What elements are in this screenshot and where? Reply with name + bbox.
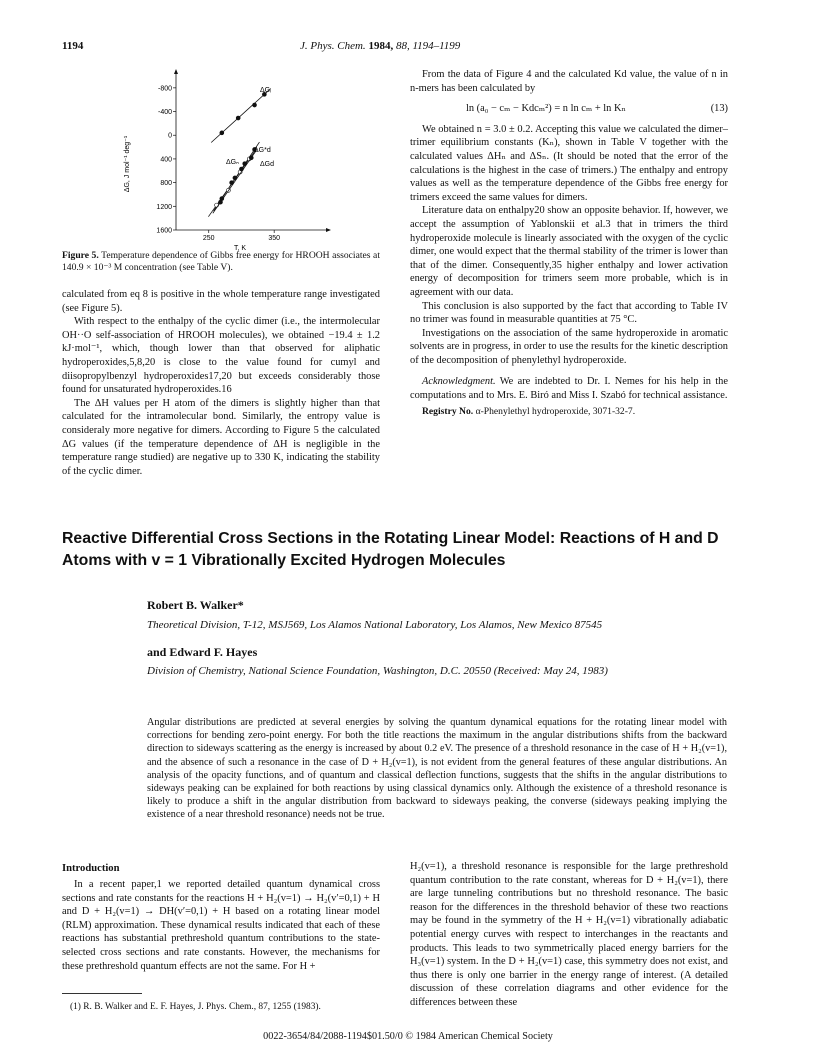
registry-label: Registry No. [422,405,474,417]
paragraph: calculated from eq 8 is positive in the whole temperature range investigated (see Figure 5). [62,289,380,314]
journal-name: J. Phys. Chem. [300,40,366,52]
chart-ylabel: ΔG, J mol⁻¹ deg⁻¹ [124,135,131,193]
author-1: Robert B. Walker* [147,598,244,612]
label-gn: ΔGₙ [226,159,239,166]
paragraph: The ΔH values per H atom of the dimers is slightly higher than that calculated for the intramolecular bond. Similarly, the entropy value is consideraly more negative for dimers. According to Figure 5 the calculated ΔG values (if the temperature dependence of ΔH is negligible in the temperature range studied) are negative up to 330 K, indicating the stability of the cyclic dimer. [62,397,380,477]
journal-header [300,40,460,52]
label-gd-star: ΔG*d [254,147,271,154]
chart-y-ticks [156,85,176,234]
intro-right-column [410,860,728,1010]
y-tick-label: 1200 [156,203,172,211]
page-number: 1194 [62,40,84,52]
paragraph: H₂(v=1), a threshold resonance is responsible for the large prethreshold quantum contribution to the rate constant, whereas for D + H₂(v=1), there are large tunneling contributions but no threshold resonance. The basic reason for the differences in the threshold behavior of these two reactions may be found in the symmetry of the H + H₂(v=1) vibrationally adiabatic potential energy curves with respect to interchanges in the reactants and products. This leads to two symmetrically placed energy barriers for the H₃(v=1) system. In the D + H₂(v=1) case, this symmetry does not exist, and thus there is only one barrier in the energy range of interest. (A detailed discussion of these correlation diagrams and other evidence for the differences between these [410,861,728,1008]
intro-left-column [62,878,380,973]
paragraph: From the data of Figure 4 and the calculated Kd value, the value of n in n-mers has been calculated by [410,69,728,94]
ack-text: We are indebted to Dr. I. Nemes for his help in the computations and to Mrs. E. Biró and Miss I. Szabó for technical assistance. [410,376,728,402]
chart-axes [174,69,331,232]
affiliation-2: Division of Chemistry, National Science Foundation, Washington, D.C. 20550 (Received: May 24, 1983) [147,665,608,677]
y-tick-label: 400 [160,156,172,164]
footnote: (1) R. B. Walker and E. F. Hayes, J. Phys. Chem., 87, 1255 (1983). [70,1002,321,1012]
paragraph: In a recent paper,1 we reported detailed quantum dynamical cross sections and rate constants for the reactions H + H₂(v=1) → H₂(v′=0,1) + H and D + H₂(v=1) → DH(v′=0,1) + H based on a rotating linear model (RLM) approximation. These dynamical results indicated that each of these reactions has substantial prethreshold quantum contributions to the state-selected cross sections and rate constants. However, the mechanisms for these prethreshold quantum effects are not the same. For H + [62,879,380,972]
paragraph: With respect to the enthalpy of the cyclic dimer (i.e., the intermolecular OH··O self-association of HROOH molecules), we obtained −19.4 ± 1.2 kJ·mol⁻¹, which, though lower than that observed for aliphatic hydroperoxides,5,8,20 is close to the value found for cumyl and diisopropylbenzyl hydroperoxides17,20 but exceeds considerably those found for unsaturated hydroperoxides.16 [62,316,380,396]
left-column-text [62,288,380,478]
section-heading-introduction: Introduction [62,863,120,874]
article-title: Reactive Differential Cross Sections in the Rotating Linear Model: Reactions of H and D Atoms with v = 1 Vibrationally Excited Hydrogen Molecules [62,530,719,569]
paragraph: This conclusion is also supported by the fact that according to Table IV no trimer was found in measurable quantities at 75 °C. [410,300,728,326]
x-tick-label: 250 [202,235,215,242]
figure-5 [120,64,340,264]
y-tick-label: 800 [160,180,172,188]
data-point [236,116,240,120]
registry [410,405,728,419]
figure-caption [62,250,380,274]
data-point [253,103,257,107]
acknowledgment [410,375,728,402]
figure-5-chart [120,64,340,254]
data-point [219,200,223,204]
data-point [249,156,253,160]
chart-xlabel: T, K [233,245,247,252]
data-point [230,181,234,185]
x-axis-arrow [326,228,331,232]
label-gd: ΔGd [260,161,275,168]
caption-text: Temperature dependence of Gibbs free energy for HROOH associates at 140.9 × 10⁻³ M concentration (see Table V). [62,250,380,273]
ack-label: Acknowledgment. [422,376,496,388]
y-tick-label: 1600 [156,227,172,235]
y-tick-label: -400 [157,109,172,117]
equation-number: (13) [710,103,728,115]
paragraph: Investigations on the association of the same hydroperoxide in aromatic solvents are in progress, in order to use the results for the kinetic description of the decomposition of phenylethyl hydroperoxide. [410,327,728,366]
data-point [239,167,243,171]
abstract: Angular distributions are predicted at several energies by solving the quantum dynamical equations for the rotating linear model with corrections for bending zero-point energy. For both the title reactions the maximum in the angular distributions shifts from the backward direction to sideways scattering as the energy is increased by about 0.2 eV. The presence of a threshold resonance in the case of H + H₂(v=1), and the absence of such a resonance in the case of D + H₂(v=1), is not evident from the general features of these angular distributions. An analysis of the opacity functions, and of quantum and classical deflection functions, suggests that the shifts in the angular distributions to sideways peaking can be explained for both reactions by using classical dynamics only. Although the existence of a threshold resonance is likely to produce a shift in the angular distribution from backward to sideways peaking, the converse (sideways peaking implying the existence of a near threshold resonance) needs not be true. [147,717,727,821]
y-tick-label: -800 [157,85,172,93]
footnote-divider [62,993,142,994]
x-tick-label: 350 [268,235,281,242]
chart-x-ticks [203,230,280,242]
data-point [220,131,224,135]
journal-citation: 88, 1194–1199 [395,40,461,52]
affiliation-1: Theoretical Division, T-12, MSJ569, Los Alamos National Laboratory, Los Alamos, New Mexico 87545 [147,619,603,631]
page-footer: 0022-3654/84/2088-1194$01.50/0 © 1984 American Chemical Society [263,1031,553,1042]
right-column-text [410,68,728,418]
equation-13 [410,102,728,116]
caption-label: Figure 5. [62,250,99,261]
paragraph: Literature data on enthalpy20 show an opposite behavior. If, however, we accept the assumption of Yablonskii et al.3 that in trimers the third hydroperoxide molecule is linearly associated with the oxygen of the cyclic dimer, one would expect that the thermal stability of the trimer is lower than that of the dimer. Consequently,35 higher enthalpy and lower activation energy of decomposition for trimers seem more probable, which is in agreement with our data. [410,205,728,298]
journal-year: 1984, [368,40,394,52]
author-2: and Edward F. Hayes [147,645,258,659]
y-axis-arrow [174,69,178,74]
paragraph: We obtained n = 3.0 ± 0.2. Accepting this value we calculated the dimer–trimer equilibrium constants (Kₙ), shown in Table V together with the calculated values ΔHₙ and ΔSₙ. (It should be noted that the error of the calculations is the highest in the case of trimers.) The enthalpy and entropy values as well as the temperature dependence of the Gibbs free energy for trimers exceed the same values for dimers. [410,123,728,203]
y-tick-label: 0 [168,132,172,140]
equation-body: ln (a₀ − cₘ − Kdcₘ²) = n ln cₘ + ln Kₙ [466,103,626,115]
label-gi: ΔGᵢ [260,87,272,94]
registry-text: α-Phenylethyl hydroperoxide, 3071-32-7. [475,405,636,417]
